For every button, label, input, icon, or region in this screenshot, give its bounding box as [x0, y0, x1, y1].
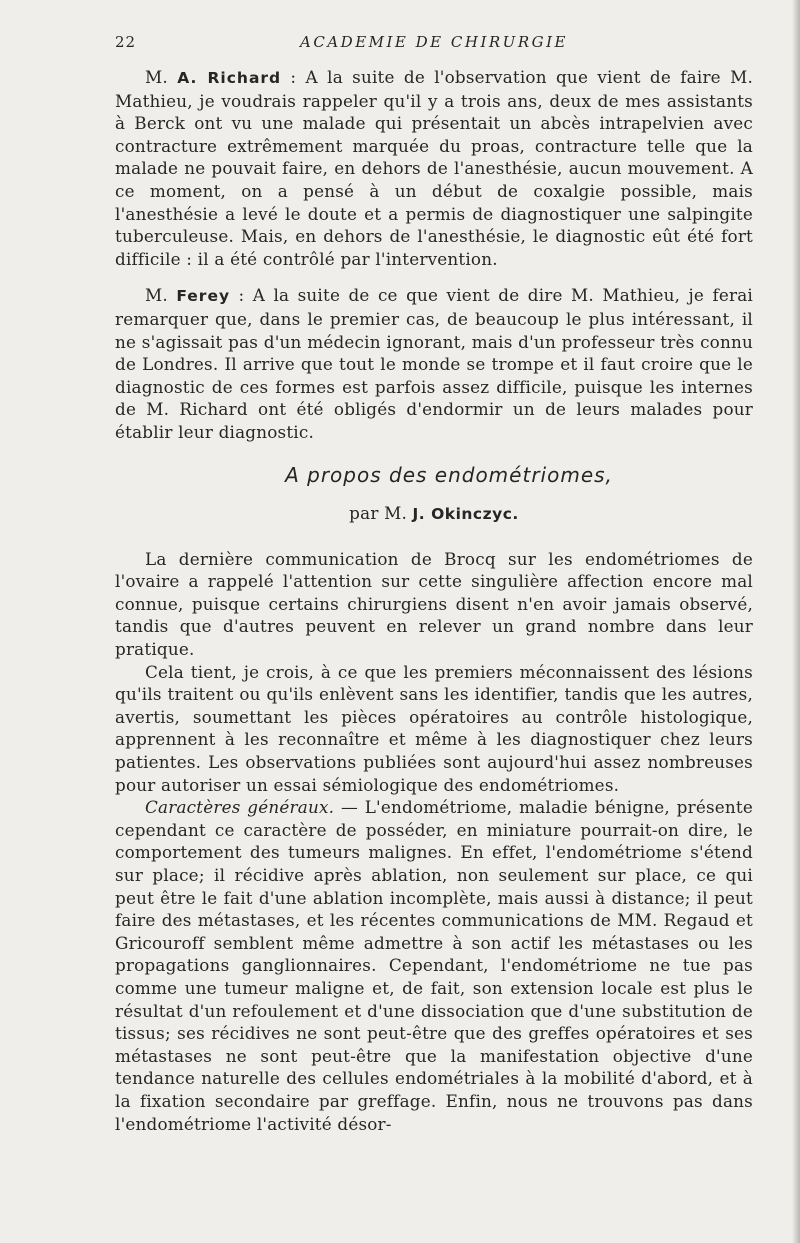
byline-prefix: par M.	[349, 503, 413, 524]
byline	[115, 502, 753, 526]
page-number: 22	[115, 33, 137, 51]
section-title: A propos des endométriomes,	[285, 462, 613, 487]
subheading: Caractères généraux.	[145, 797, 335, 818]
speaker-prefix: M.	[145, 285, 177, 306]
paragraph-richard	[115, 66, 753, 270]
paragraph: La dernière communication de Brocq sur les endométriomes de l'ovaire a rappelé l'attention sur cette singulière affection encore mal connue, puisque certains chirurgiens disent n'en avoir jamais observé, tandis que d'autres peuvent en relever un grand nombre dans leur pratique.	[115, 548, 753, 660]
paragraph-text: : A la suite de ce que vient de dire M. Mathieu, je ferai remarquer que, dans le premier cas, de beaucoup le plus intéressant, il ne s'agissait pas d'un médecin ignorant, mais d'un professeur très connu de Londres. Il arrive que tout le monde se trompe et il faut croire que le diagnostic de ces formes est parfois assez difficile, puisque les internes de M. Richard ont été obligés d'endormir un de leurs malades pour établir leur diagnostic.	[115, 285, 753, 442]
speaker-prefix: M.	[145, 67, 178, 87]
paragraph-text: : A la suite de l'observation que vient de faire M. Mathieu, je voudrais rappeler qu'il y a trois ans, deux de mes assistants à Berck ont vu une malade qui présentait un abcès intrapelvien avec contracture extrêmement marquée du proas, contracture telle que la malade ne pouvait faire, en dehors de l'anesthésie, aucun mouvement. A ce moment, on a pensé à un début de coxalgie possible, mais l'anesthésie a levé le doute et a permis de diagnostiquer une salpingite tuberculeuse. Mais, en dehors de l'anesthésie, le diagnostic eût été fort difficile : il a été contrôlé par l'intervention.	[115, 67, 753, 269]
running-title: ACADEMIE DE CHIRURGIE	[300, 33, 568, 51]
page-body	[115, 66, 753, 1135]
paragraph-text: — L'endométriome, maladie bénigne, présente cependant ce caractère de posséder, en miniature pourrait-on dire, le comportement des tumeurs malignes. En effet, l'endométriome s'étend sur place; il récidive après ablation, non seulement sur place, ce qui peut être le fait d'une ablation incomplète, mais aussi à distance; il peut faire des métastases, et les récentes communications de MM. Regaud et Gricouroff semblent même admettre à son actif les métastases ou les propagations ganglionnaires. Cependant, l'endométriome ne tue pas comme une tumeur maligne et, de fait, son extension locale est plus le résultat d'un refoulement et d'une dissociation que d'une substitution de tissus; ses récidives ne sont peut-être que des greffes opératoires et ses métastases ne sont peut-être que la manifestation objective d'une tendance naturelle des cellules endométriales à la mobilité d'abord, et à la fixation secondaire par greffage. Enfin, nous ne trouvons pas dans l'endométriome l'activité désor-	[115, 797, 753, 1134]
author-name: J. Okinczyc.	[412, 505, 519, 524]
speaker-name: A. Richard	[177, 69, 282, 87]
paragraph-ferey	[115, 284, 753, 443]
page-header	[115, 33, 753, 59]
page-edge-shadow	[792, 0, 800, 1243]
paragraph: Cela tient, je crois, à ce que les premiers méconnaissent des lésions qu'ils traitent ou qu'ils enlèvent sans les identifier, tandis que les autres, avertis, soumettant les pièces opératoires au contrôle histologique, apprennent à les reconnaître et même à les diagnostiquer chez leurs patientes. Les observations publiées sont aujourd'hui assez nombreuses pour autoriser un essai sémiologique des endométriomes.	[115, 661, 753, 795]
paragraph-caracteres	[115, 796, 753, 1135]
speaker-name: Ferey	[176, 287, 231, 306]
